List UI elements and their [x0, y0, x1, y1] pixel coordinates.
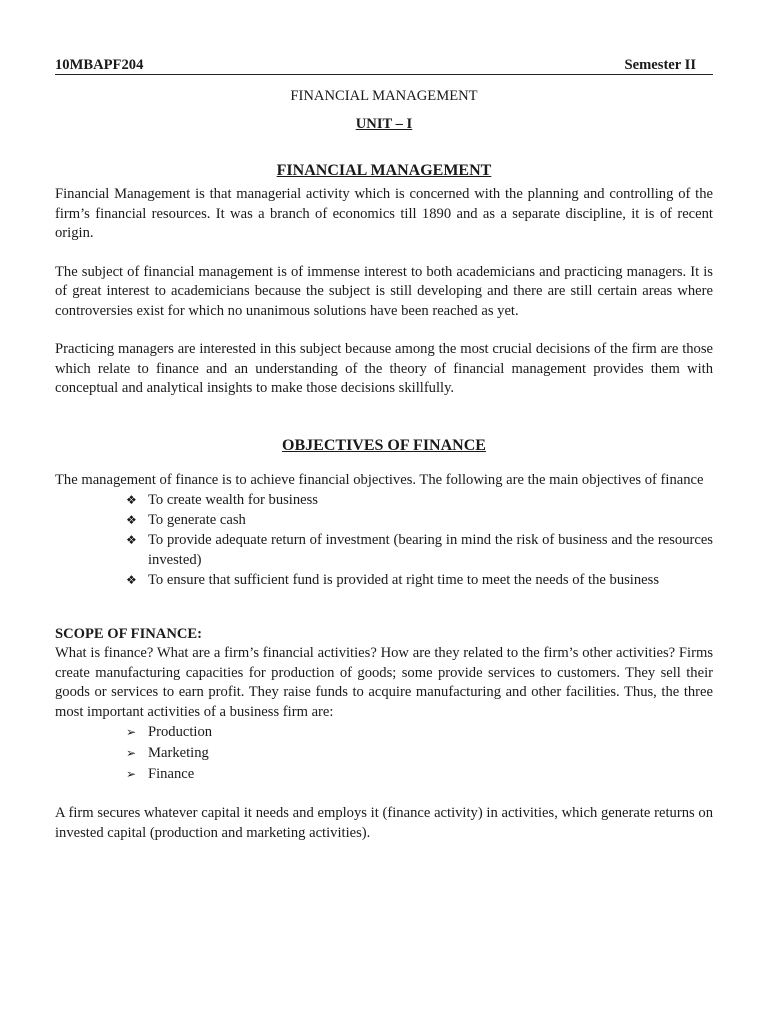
diamond-bullet-icon: ❖: [126, 513, 137, 527]
list-item-text: To generate cash: [148, 512, 246, 528]
unit-text: UNIT – I: [355, 116, 413, 132]
list-item-text: Production: [148, 724, 213, 740]
arrow-bullet-icon: ➢: [126, 725, 137, 739]
document-page: [55, 56, 713, 843]
objectives-list: [55, 490, 713, 590]
paragraph: Practicing managers are interested in this subject because among the most crucial decisions of the firm are those which relate to finance and an understanding of the theory of financial management provides them with conceptual and analytical insights to make those decisions skillfully.: [55, 341, 713, 396]
list-item: [126, 722, 713, 743]
unit-title: [55, 115, 713, 133]
list-item: [126, 743, 713, 764]
paragraph: A firm secures whatever capital it needs and employs it (finance activity) in activities, which generate returns on invested capital (production and marketing activities).: [55, 805, 713, 841]
list-item: [126, 764, 713, 785]
diamond-bullet-icon: ❖: [126, 493, 137, 507]
list-item-text: To create wealth for business: [148, 492, 318, 508]
diamond-bullet-icon: ❖: [126, 573, 137, 587]
paragraph: The management of finance is to achieve financial objectives. The following are the main objectives of finance: [55, 471, 704, 488]
list-item: [126, 490, 713, 510]
list-item: [126, 510, 713, 530]
list-item: [126, 530, 713, 570]
diamond-bullet-icon: ❖: [126, 533, 137, 547]
page-header: [55, 56, 713, 75]
paragraph: What is finance? What are a firm’s financial activities? How are they related to the firm’s other activities? Firms create manufacturing capacities for production of goods; some provide services to customers. They sell their goods or services to earn profit. They raise funds to acquire manufacturing and other facilities. Thus, the three most important activities of a business firm are:: [55, 645, 713, 720]
section-heading-objectives: OBJECTIVES OF FINANCE: [282, 436, 486, 454]
course-code: 10MBAPF204: [55, 57, 144, 73]
list-item-text: To ensure that sufficient fund is provided at right time to meet the needs of the business: [148, 572, 659, 588]
section-heading-financial-management: FINANCIAL MANAGEMENT: [276, 162, 492, 179]
course-title: FINANCIAL MANAGEMENT: [290, 88, 478, 104]
list-item-text: To provide adequate return of investment (bearing in mind the risk of business and the resources invested): [148, 532, 713, 568]
list-item-text: Marketing: [148, 745, 209, 761]
arrow-bullet-icon: ➢: [126, 767, 137, 781]
paragraph: The subject of financial management is of immense interest to both academicians and practicing managers. It is of great interest to academicians because the subject is still developing and there are still certain areas where controversies exist for which no unanimous solutions have been reached as yet.: [55, 263, 713, 319]
activities-list: [55, 722, 713, 785]
semester-label: Semester II: [624, 57, 696, 73]
section-heading-scope: SCOPE OF FINANCE:: [55, 626, 203, 642]
paragraph: Financial Management is that managerial activity which is concerned with the planning and controlling of the firm’s financial resources. It was a branch of economics till 1890 and as a separate discipline, it is of recent origin.: [55, 186, 713, 241]
list-item: [126, 570, 713, 590]
arrow-bullet-icon: ➢: [126, 746, 137, 760]
list-item-text: Finance: [148, 766, 195, 782]
